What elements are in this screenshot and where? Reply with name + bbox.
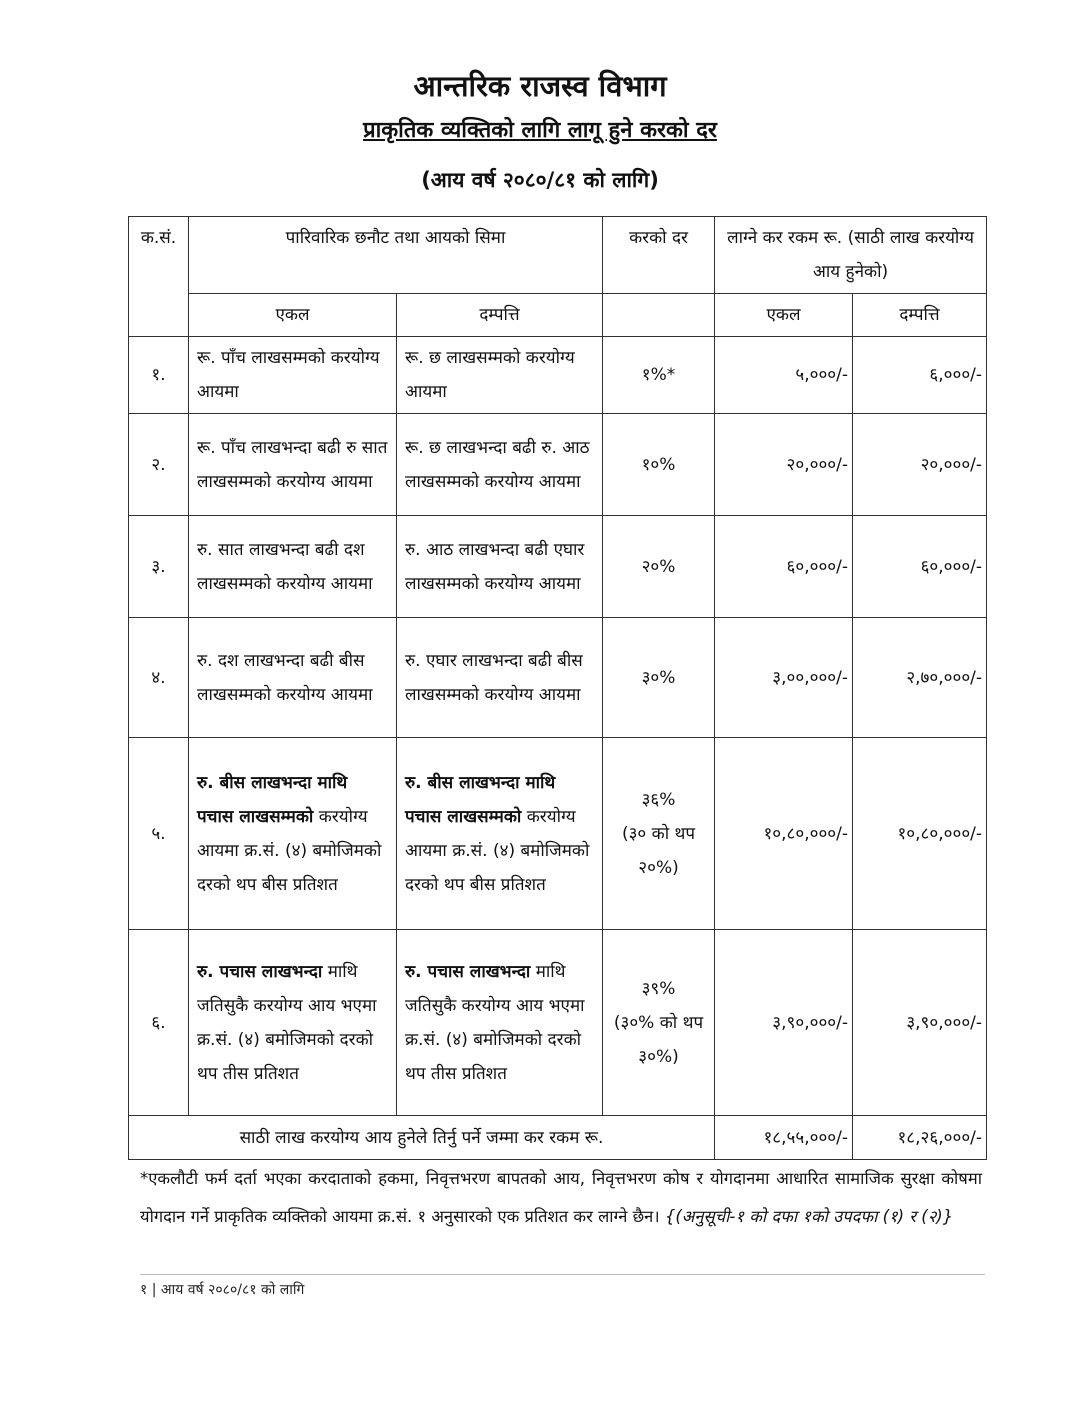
row-single-rest: करयोग्य आयमा क्र.सं. (४) बमोजिमको दरको थप बीस प्रतिशत	[197, 806, 382, 895]
footnote	[140, 1160, 982, 1236]
footnote-text: *एकलौटी फर्म दर्ता भएका करदाताको हकमा, निवृत्तभरण बापतको आय, निवृत्तभरण कोष र योगदानमा आधारित सामाजिक सुरक्षा कोषमा योगदान गर्ने प्राकृतिक व्यक्तिको आयमा क्र.सं. १ अनुसारको एक प्रतिशत कर लाग्ने छैन।	[140, 1169, 982, 1226]
row-rate: १%*	[603, 337, 715, 414]
row-single-limit: रू. पाँच लाखभन्दा बढी रु सात लाखसम्मको करयोग्य आयमा	[189, 414, 397, 516]
row-rate	[603, 930, 715, 1116]
row-sn: ३.	[129, 516, 189, 618]
fiscal-year: (आय वर्ष २०८०/८१ को लागि)	[421, 168, 659, 192]
rate-note: (३०% को थप ३०%)	[613, 1012, 704, 1067]
row-sn: ५.	[129, 738, 189, 930]
header-tax-couple: दम्पत्ति	[853, 294, 987, 337]
header-income-limit: पारिवारिक छनौट तथा आयको सिमा	[189, 217, 603, 294]
row-couple-limit: रू. छ लाखभन्दा बढी रु. आठ लाखसम्मको करयोग्य आयमा	[397, 414, 603, 516]
row-couple-bold: रु. पचास लाखभन्दा	[405, 961, 531, 982]
row-sn: १.	[129, 337, 189, 414]
footnote-reference: {(अनुसूची-१ को दफा १को उपदफा (१) र (२)}	[664, 1207, 954, 1226]
header-rate-blank	[603, 294, 715, 337]
total-row	[129, 1116, 987, 1160]
row-sn: २.	[129, 414, 189, 516]
row-tax-couple: २,७०,०००/-	[853, 618, 987, 738]
header-rate: करको दर	[603, 217, 715, 294]
table-row	[129, 337, 987, 414]
rate-value: ३९%	[641, 978, 676, 999]
rate-note: (३० को थप २०%)	[621, 823, 696, 878]
row-rate: ३०%	[603, 618, 715, 738]
row-couple-limit	[397, 738, 603, 930]
table-row	[129, 618, 987, 738]
table-row	[129, 738, 987, 930]
page-title: आन्तरिक राजस्व विभाग	[413, 69, 667, 103]
row-single-limit	[189, 738, 397, 930]
row-tax-single: ३,००,०००/-	[715, 618, 853, 738]
table-row	[129, 930, 987, 1116]
row-sn: ६.	[129, 930, 189, 1116]
row-single-limit	[189, 930, 397, 1116]
row-tax-couple: ३,९०,०००/-	[853, 930, 987, 1116]
row-tax-single: २०,०००/-	[715, 414, 853, 516]
row-single-rest: माथि जतिसुकै करयोग्य आय भएमा क्र.सं. (४) बमोजिमको दरको थप तीस प्रतिशत	[197, 961, 377, 1084]
row-single-limit: रु. दश लाखभन्दा बढी बीस लाखसम्मको करयोग्य आयमा	[189, 618, 397, 738]
row-single-bold: रु. पचास लाखभन्दा	[197, 961, 323, 982]
row-couple-limit: रु. एघार लाखभन्दा बढी बीस लाखसम्मको करयोग्य आयमा	[397, 618, 603, 738]
footer-divider	[140, 1274, 985, 1275]
row-couple-limit: रू. छ लाखसम्मको करयोग्य आयमा	[397, 337, 603, 414]
total-single: १८,५५,०००/-	[715, 1116, 853, 1160]
row-rate	[603, 738, 715, 930]
row-tax-single: १०,८०,०००/-	[715, 738, 853, 930]
row-single-limit: रु. सात लाखभन्दा बढी दश लाखसम्मको करयोग्य आयमा	[189, 516, 397, 618]
row-tax-couple: १०,८०,०००/-	[853, 738, 987, 930]
rate-value: ३६%	[641, 789, 676, 810]
header-couple: दम्पत्ति	[397, 294, 603, 337]
header-sn: क.सं.	[129, 217, 189, 337]
row-couple-rest: माथि जतिसुकै करयोग्य आय भएमा क्र.सं. (४) बमोजिमको दरको थप तीस प्रतिशत	[405, 961, 585, 1084]
tax-rate-table	[128, 216, 987, 1160]
row-tax-single: ३,९०,०००/-	[715, 930, 853, 1116]
page-subtitle	[0, 114, 1080, 144]
page-footer: १ | आय वर्ष २०८०/८१ को लागि	[140, 1282, 305, 1298]
row-single-bold: रु. बीस लाखभन्दा माथि पचास लाखसम्मको	[197, 772, 348, 827]
subtitle-text: प्राकृतिक व्यक्तिको लागि लागू हुने करको दर	[363, 118, 717, 143]
row-couple-rest: करयोग्य आयमा क्र.सं. (४) बमोजिमको दरको थप बीस प्रतिशत	[405, 806, 590, 895]
row-tax-couple: ६,०००/-	[853, 337, 987, 414]
row-couple-limit	[397, 930, 603, 1116]
total-label: साठी लाख करयोग्य आय हुनेले तिर्नु पर्ने जम्मा कर रकम रू.	[129, 1116, 715, 1160]
header-single: एकल	[189, 294, 397, 337]
row-couple-bold: रु. बीस लाखभन्दा माथि पचास लाखसम्मको	[405, 772, 556, 827]
row-tax-single: ६०,०००/-	[715, 516, 853, 618]
header-tax-amount: लाग्ने कर रकम रू. (साठी लाख करयोग्य आय हुनेको)	[715, 217, 987, 294]
row-rate: १०%	[603, 414, 715, 516]
row-single-limit: रू. पाँच लाखसम्मको करयोग्य आयमा	[189, 337, 397, 414]
row-couple-limit: रु. आठ लाखभन्दा बढी एघार लाखसम्मको करयोग्य आयमा	[397, 516, 603, 618]
table-row	[129, 516, 987, 618]
row-sn: ४.	[129, 618, 189, 738]
row-tax-single: ५,०००/-	[715, 337, 853, 414]
total-couple: १८,२६,०००/-	[853, 1116, 987, 1160]
header-tax-single: एकल	[715, 294, 853, 337]
row-tax-couple: ६०,०००/-	[853, 516, 987, 618]
row-rate: २०%	[603, 516, 715, 618]
table-row	[129, 414, 987, 516]
row-tax-couple: २०,०००/-	[853, 414, 987, 516]
